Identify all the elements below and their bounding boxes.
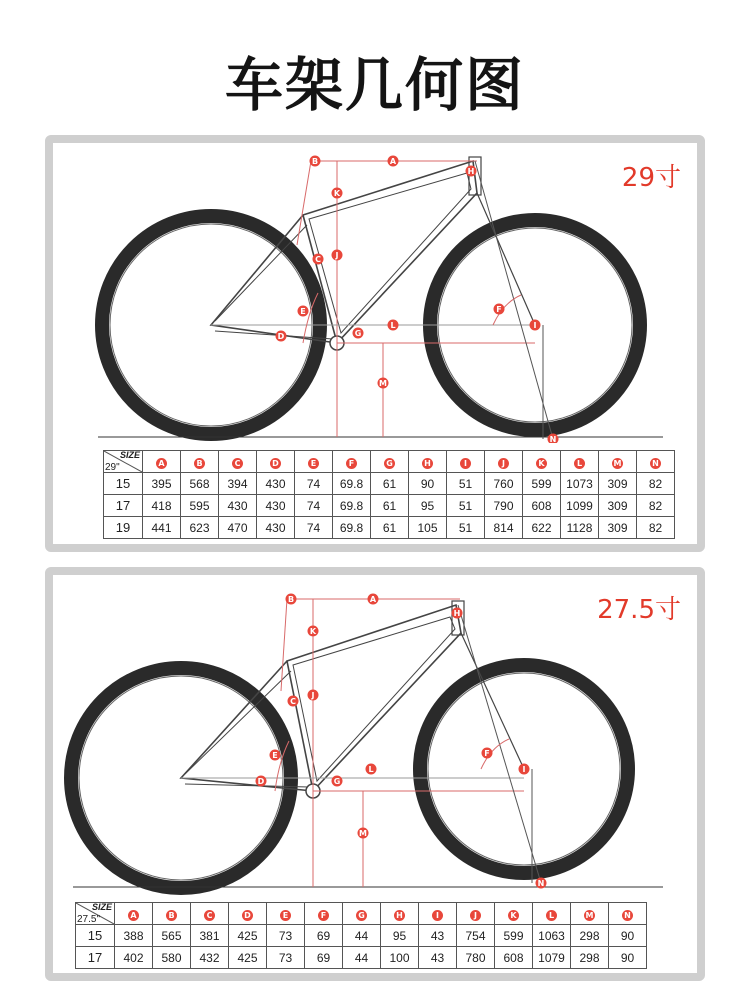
marker-i-label: I (533, 321, 537, 330)
table-cell: 608 (523, 495, 561, 517)
table-cell: 82 (637, 495, 675, 517)
marker-n-label: N (549, 435, 557, 443)
table-cell: 61 (371, 495, 409, 517)
table-cell: 51 (447, 495, 485, 517)
table-cell: 95 (381, 925, 419, 947)
frame-size-cell: 15 (104, 473, 143, 495)
marker-c-label: C (290, 697, 296, 706)
column-header-b: B (181, 451, 219, 473)
wheel-size-label: 27.5寸 (597, 595, 681, 625)
table-cell: 432 (191, 947, 229, 969)
marker-l-label: L (390, 321, 396, 330)
column-header-f: F (305, 903, 343, 925)
table-cell: 418 (143, 495, 181, 517)
table-cell: 595 (181, 495, 219, 517)
column-header-a: A (115, 903, 153, 925)
table-cell: 1073 (561, 473, 599, 495)
size-header-cell (76, 903, 115, 925)
table-cell: 425 (229, 925, 267, 947)
wheel-size-label: 29寸 (621, 163, 681, 193)
column-header-d: D (229, 903, 267, 925)
line-steer-axis (475, 161, 553, 439)
column-header-d: D (257, 451, 295, 473)
column-header-k: K (523, 451, 561, 473)
table-cell: 44 (343, 947, 381, 969)
geometry-panel-27-5 (45, 567, 705, 981)
table-cell: 608 (495, 947, 533, 969)
table-cell: 568 (181, 473, 219, 495)
table-cell: 43 (419, 925, 457, 947)
table-cell: 599 (495, 925, 533, 947)
marker-j-label: J (335, 251, 339, 260)
table-cell: 44 (343, 925, 381, 947)
table-cell: 754 (457, 925, 495, 947)
column-header-m: M (571, 903, 609, 925)
marker-l-label: L (368, 765, 374, 774)
marker-b-label: B (311, 157, 319, 166)
column-header-e: E (267, 903, 305, 925)
marker-b-label: B (287, 595, 295, 604)
table-cell: 90 (609, 925, 647, 947)
table-cell: 69 (305, 947, 343, 969)
column-header-l: L (561, 451, 599, 473)
geometry-table (75, 902, 647, 969)
table-row (76, 947, 647, 969)
table-cell: 73 (267, 925, 305, 947)
table-row (104, 473, 675, 495)
column-header-c: C (191, 903, 229, 925)
size-header-label: SIZE (119, 450, 140, 460)
column-header-f: F (333, 451, 371, 473)
marker-g-label: G (333, 777, 341, 786)
table-cell: 90 (409, 473, 447, 495)
table-cell: 43 (419, 947, 457, 969)
marker-c-label: C (315, 255, 321, 264)
wheel-size-header: 27.5" (77, 914, 101, 925)
column-header-h: H (409, 451, 447, 473)
column-header-k: K (495, 903, 533, 925)
column-header-n: N (637, 451, 675, 473)
table-cell: 1063 (533, 925, 571, 947)
table-cell: 565 (153, 925, 191, 947)
table-cell: 69.8 (333, 473, 371, 495)
table-cell: 623 (181, 517, 219, 539)
marker-n-label: N (537, 879, 545, 888)
table-cell: 395 (143, 473, 181, 495)
table-cell: 394 (219, 473, 257, 495)
marker-m-label: M (379, 379, 387, 388)
table-cell: 298 (571, 947, 609, 969)
column-header-n: N (609, 903, 647, 925)
geometry-panel-29 (45, 135, 705, 552)
table-cell: 1128 (561, 517, 599, 539)
size-header-cell (104, 451, 143, 473)
frame-geometry-diagram (53, 143, 697, 443)
main-triangle-inner (293, 617, 455, 781)
table-row (76, 925, 647, 947)
table-cell: 760 (485, 473, 523, 495)
table-header-row (104, 451, 675, 473)
table-cell: 105 (409, 517, 447, 539)
table-cell: 69 (305, 925, 343, 947)
table-cell: 298 (571, 925, 609, 947)
table-cell: 599 (523, 473, 561, 495)
table-cell: 51 (447, 473, 485, 495)
table-cell: 309 (599, 517, 637, 539)
column-header-i: I (447, 451, 485, 473)
column-header-b: B (153, 903, 191, 925)
frame-size-cell: 17 (104, 495, 143, 517)
column-header-h: H (381, 903, 419, 925)
marker-a-label: A (389, 157, 397, 166)
column-header-m: M (599, 451, 637, 473)
frame-geometry-diagram (53, 575, 697, 895)
column-header-g: G (371, 451, 409, 473)
column-header-l: L (533, 903, 571, 925)
table-cell: 430 (257, 517, 295, 539)
table-cell: 100 (381, 947, 419, 969)
marker-k-label: K (309, 627, 317, 636)
size-header-label: SIZE (91, 902, 112, 912)
table-cell: 580 (153, 947, 191, 969)
table-row (104, 495, 675, 517)
table-cell: 69.8 (333, 495, 371, 517)
column-header-j: J (485, 451, 523, 473)
table-cell: 1079 (533, 947, 571, 969)
table-cell: 780 (457, 947, 495, 969)
marker-f-label: F (484, 749, 490, 758)
frame-size-cell: 17 (76, 947, 115, 969)
table-cell: 61 (371, 473, 409, 495)
column-header-j: J (457, 903, 495, 925)
marker-m-label: M (359, 829, 367, 838)
geometry-table (103, 450, 675, 539)
table-cell: 430 (219, 495, 257, 517)
table-cell: 814 (485, 517, 523, 539)
column-header-a: A (143, 451, 181, 473)
table-cell: 61 (371, 517, 409, 539)
column-header-e: E (295, 451, 333, 473)
marker-i-label: I (522, 765, 526, 774)
frame-size-cell: 19 (104, 517, 143, 539)
table-cell: 74 (295, 495, 333, 517)
table-cell: 790 (485, 495, 523, 517)
table-cell: 381 (191, 925, 229, 947)
marker-j-label: J (311, 691, 315, 700)
table-cell: 90 (609, 947, 647, 969)
table-cell: 441 (143, 517, 181, 539)
column-header-c: C (219, 451, 257, 473)
table-cell: 95 (409, 495, 447, 517)
table-cell: 73 (267, 947, 305, 969)
table-cell: 622 (523, 517, 561, 539)
table-cell: 470 (219, 517, 257, 539)
table-cell: 388 (115, 925, 153, 947)
table-cell: 1099 (561, 495, 599, 517)
table-cell: 82 (637, 517, 675, 539)
page-title: 车架几何图 (224, 51, 525, 119)
table-cell: 425 (229, 947, 267, 969)
marker-a-label: A (369, 595, 377, 604)
table-cell: 82 (637, 473, 675, 495)
line-b-seat (297, 161, 311, 245)
table-cell: 51 (447, 517, 485, 539)
table-cell: 69.8 (333, 517, 371, 539)
table-cell: 309 (599, 473, 637, 495)
marker-e-label: E (300, 307, 306, 316)
table-cell: 309 (599, 495, 637, 517)
marker-k-label: K (333, 189, 341, 198)
column-header-g: G (343, 903, 381, 925)
table-cell: 402 (115, 947, 153, 969)
table-cell: 74 (295, 473, 333, 495)
table-cell: 430 (257, 473, 295, 495)
marker-h-label: H (467, 167, 475, 176)
marker-h-label: H (453, 609, 461, 618)
column-header-i: I (419, 903, 457, 925)
frame-size-cell: 15 (76, 925, 115, 947)
table-cell: 430 (257, 495, 295, 517)
marker-d-label: D (277, 332, 285, 341)
marker-d-label: D (257, 777, 265, 786)
marker-g-label: G (354, 329, 362, 338)
table-cell: 74 (295, 517, 333, 539)
wheel-size-header: 29" (105, 462, 120, 473)
table-header-row (76, 903, 647, 925)
table-row (104, 517, 675, 539)
marker-e-label: E (272, 751, 278, 760)
fork (461, 633, 524, 769)
marker-f-label: F (496, 305, 502, 314)
